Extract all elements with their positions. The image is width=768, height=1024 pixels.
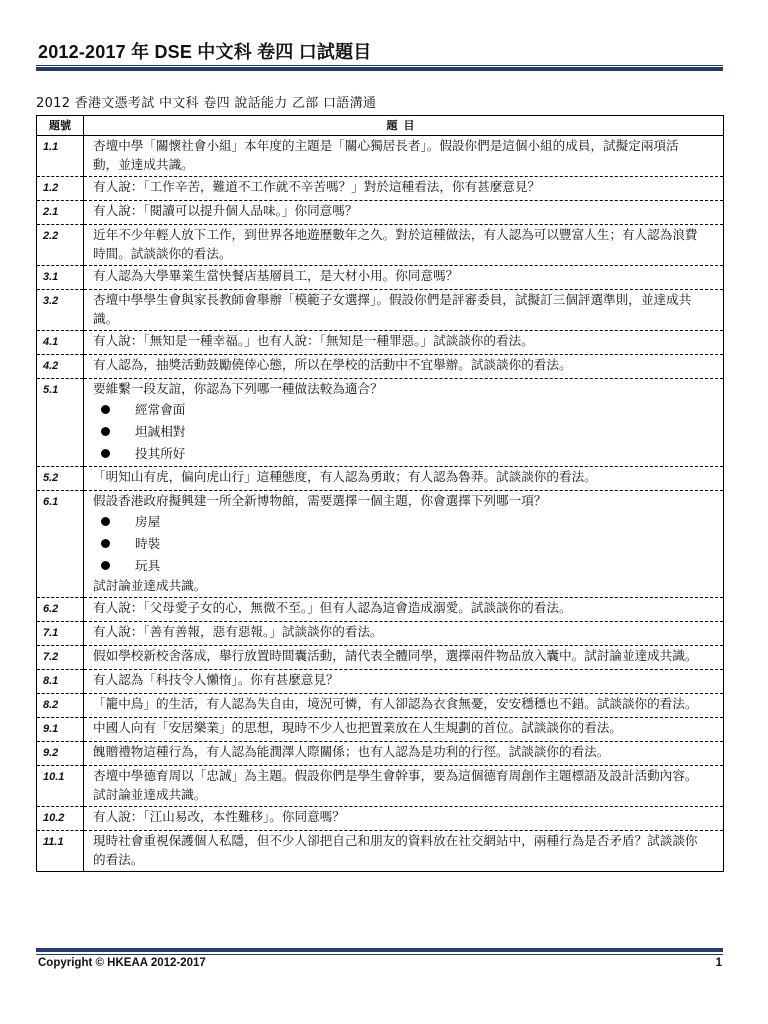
bullet-icon	[101, 539, 110, 548]
column-header-number: 題號	[37, 116, 84, 136]
question-text: 「籠中鳥」的生活，有人認為失自由，境況可憐，有人卻認為衣食無憂，安安穩穩也不錯。試談談你的看法。	[93, 696, 698, 711]
table-row	[37, 266, 724, 290]
question-number: 9.2	[37, 742, 84, 766]
table-row	[37, 355, 724, 379]
question-number: 4.1	[37, 331, 84, 355]
question-text: 有人說：「父母愛子女的心，無微不至。」但有人認為這會造成溺愛。試談談你的看法。	[93, 600, 572, 615]
bullet-icon	[101, 427, 110, 436]
table-row	[37, 136, 724, 177]
question-number: 6.1	[37, 491, 84, 598]
bullet-option-label: 時裝	[135, 535, 161, 551]
question-cell	[84, 290, 724, 331]
header-rule-thin	[36, 65, 723, 66]
bullet-option-label: 投其所好	[135, 445, 186, 461]
question-number: 7.1	[37, 622, 84, 646]
question-number: 10.2	[37, 807, 84, 831]
question-cell	[84, 491, 724, 598]
bullet-option	[93, 442, 701, 464]
table-row	[37, 598, 724, 622]
question-cell	[84, 622, 724, 646]
bullet-option-label: 玩具	[135, 557, 161, 573]
question-number: 2.2	[37, 225, 84, 266]
table-header-row	[37, 116, 724, 136]
copyright-text: Copyright © HKEAA 2012-2017	[38, 957, 206, 969]
question-cell	[84, 718, 724, 742]
question-cell	[84, 742, 724, 766]
table-row	[37, 807, 724, 831]
table-row	[37, 201, 724, 225]
question-cell	[84, 831, 724, 872]
section-heading: 2012 香港文憑考試 中文科 卷四 說話能力 乙部 口語溝通	[36, 96, 377, 111]
table-row	[37, 331, 724, 355]
question-text: 有人說：「工作辛苦，難道不工作就不辛苦嗎？」對於這種看法，你有甚麼意見？	[93, 179, 541, 194]
question-cell	[84, 467, 724, 491]
table-row	[37, 718, 724, 742]
bullet-icon	[101, 405, 110, 414]
question-text: 有人說：「無知是一種幸福。」也有人說：「無知是一種罪惡。」試談談你的看法。	[93, 333, 534, 348]
bullet-icon	[101, 449, 110, 458]
question-text: 近年不少年輕人放下工作，到世界各地遊歷數年之久。對於這種做法，有人認為可以豐富人生；有人認為浪費時間。試談談你的看法。	[93, 227, 698, 261]
question-cell	[84, 646, 724, 670]
bullet-option	[93, 420, 701, 442]
question-cell	[84, 266, 724, 290]
questions-table	[36, 115, 724, 872]
question-number: 4.2	[37, 355, 84, 379]
table-row	[37, 670, 724, 694]
table-row	[37, 694, 724, 718]
bullet-option-label: 經常會面	[135, 401, 186, 417]
question-cell	[84, 177, 724, 201]
question-cell	[84, 670, 724, 694]
question-number: 3.2	[37, 290, 84, 331]
table-row	[37, 742, 724, 766]
table-row	[37, 290, 724, 331]
question-cell	[84, 694, 724, 718]
question-text: 杏壇中學學生會與家長教師會舉辦「模範子女選擇」。假設你們是評審委員，試擬訂三個評選準則，並達成共識。	[93, 292, 692, 326]
question-text: 假設香港政府擬興建一所全新博物館，需要選擇一個主題，你會選擇下列哪一項？	[93, 493, 547, 508]
question-number: 3.1	[37, 266, 84, 290]
question-number: 8.1	[37, 670, 84, 694]
page-number: 1	[715, 957, 722, 969]
question-text: 「明知山有虎，偏向虎山行」這種態度，有人認為勇敢；有人認為魯莽。試談談你的看法。	[93, 469, 597, 484]
header-rule-thick	[36, 67, 723, 71]
question-number: 9.1	[37, 718, 84, 742]
question-cell	[84, 766, 724, 807]
question-text: 有人認為大學畢業生當快餐店基層員工，是大材小用。你同意嗎？	[93, 268, 459, 283]
question-number: 8.2	[37, 694, 84, 718]
table-row	[37, 831, 724, 872]
question-cell	[84, 355, 724, 379]
question-text: 有人說：「善有善報，惡有惡報。」試談談你的看法。	[93, 624, 383, 639]
bullet-option-label: 坦誠相對	[135, 423, 186, 439]
question-number: 10.1	[37, 766, 84, 807]
question-text: 有人認為「科技令人懶惰」。你有甚麼意見？	[93, 672, 339, 687]
question-cell	[84, 598, 724, 622]
question-cell	[84, 201, 724, 225]
footer-rule-thick	[36, 948, 723, 952]
table-row	[37, 622, 724, 646]
question-text: 有人說：「江山易改，本性難移」。你同意嗎？	[93, 809, 345, 824]
bullet-option	[93, 554, 701, 576]
question-number: 2.1	[37, 201, 84, 225]
question-number: 7.2	[37, 646, 84, 670]
question-text: 現時社會重視保護個人私隱，但不少人卻把自己和朋友的資料放在社交網站中，兩種行為是否矛盾？試談談你的看法。	[93, 833, 698, 867]
bullet-icon	[101, 517, 110, 526]
table-row	[37, 177, 724, 201]
question-number: 1.2	[37, 177, 84, 201]
question-text: 要維繫一段友誼，你認為下列哪一種做法較為適合？	[93, 381, 383, 396]
question-text: 餽贈禮物這種行為，有人認為能潤澤人際關係；也有人認為是功利的行徑。試談談你的看法。	[93, 744, 610, 759]
question-number: 11.1	[37, 831, 84, 872]
document-title: 2012-2017 年 DSE 中文科 卷四 口試題目	[38, 42, 372, 62]
question-text: 中國人向有「安居樂業」的思想，現時不少人也把置業放在人生規劃的首位。試談談你的看法。	[93, 720, 622, 735]
question-cell	[84, 225, 724, 266]
question-number: 5.2	[37, 467, 84, 491]
question-cell	[84, 379, 724, 467]
question-followup-text: 試討論並達成共識。	[93, 578, 207, 593]
question-text: 有人認為，抽獎活動鼓勵僥倖心態，所以在學校的活動中不宜舉辦。試談談你的看法。	[93, 357, 572, 372]
question-number: 6.2	[37, 598, 84, 622]
bullet-option-label: 房屋	[135, 513, 161, 529]
bullet-option	[93, 532, 701, 554]
bullet-icon	[101, 561, 110, 570]
question-cell	[84, 136, 724, 177]
table-row	[37, 491, 724, 598]
table-row	[37, 379, 724, 467]
question-text: 杏壇中學德育周以「忠誠」為主題。假設你們是學生會幹事，要為這個德育周創作主題標語及設計活動內容。試討論並達成共識。	[93, 768, 698, 802]
question-number: 5.1	[37, 379, 84, 467]
bullet-option	[93, 398, 701, 420]
table-row	[37, 225, 724, 266]
question-cell	[84, 331, 724, 355]
question-text: 假如學校新校舍落成，舉行放置時間囊活動，請代表全體同學，選擇兩件物品放入囊中。試討論並達成共識。	[93, 648, 698, 663]
question-number: 1.1	[37, 136, 84, 177]
question-cell	[84, 807, 724, 831]
question-text: 杏壇中學「關懷社會小組」本年度的主題是「關心獨居長者」。假設你們是這個小組的成員，試擬定兩項活動，並達成共識。	[93, 138, 679, 172]
table-row	[37, 646, 724, 670]
table-row	[37, 467, 724, 491]
column-header-question: 題目	[84, 116, 724, 136]
question-text: 有人說：「閱讀可以提升個人品味。」你同意嗎？	[93, 203, 358, 218]
bullet-option	[93, 510, 701, 532]
table-row	[37, 766, 724, 807]
footer-rule-thin	[36, 954, 723, 955]
